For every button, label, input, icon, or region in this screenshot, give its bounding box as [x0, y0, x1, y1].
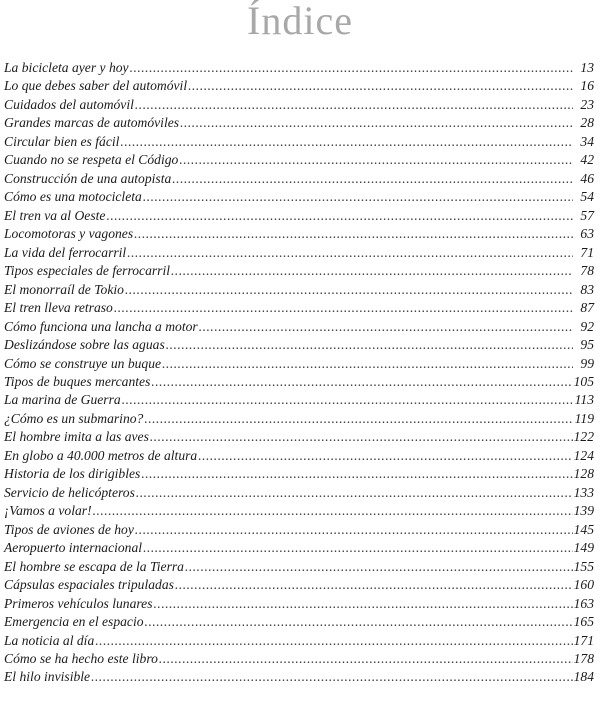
toc-entry-page-number: 128 — [573, 466, 594, 482]
dot-leader — [141, 465, 572, 483]
toc-entry-page-number: 155 — [573, 558, 594, 574]
dot-leader — [150, 428, 573, 446]
dot-leader — [180, 114, 573, 132]
dot-leader — [106, 207, 573, 225]
toc-entry-title: Tipos especiales de ferrocarril — [4, 263, 171, 279]
dot-leader — [199, 318, 573, 336]
toc-entry — [4, 539, 594, 557]
toc-entry — [4, 484, 594, 502]
toc-entry-page-number: 184 — [573, 669, 594, 685]
toc-entry-title: La vida del ferrocarril — [4, 244, 127, 260]
toc-entry — [4, 391, 594, 409]
toc-entry — [4, 558, 594, 576]
toc-entry — [4, 281, 594, 299]
toc-entry-page-number: 54 — [580, 189, 594, 205]
toc-entry-title: Cuidados del automóvil — [4, 96, 134, 112]
toc-entry-title: Lo que debes saber del automóvil — [4, 78, 188, 94]
toc-entry-title: El hilo invisible — [4, 669, 91, 685]
toc-entry — [4, 299, 594, 317]
toc-entry-title: El hombre imita a las aves — [4, 429, 149, 445]
toc-entry — [4, 632, 594, 650]
toc-entry-title: ¿Cómo es un submarino? — [4, 410, 144, 426]
toc-entry-title: Tipos de aviones de hoy — [4, 521, 134, 537]
toc-entry-title: Emergencia en el espacio — [4, 614, 144, 630]
toc-entry-title: Deslizándose sobre las aguas — [4, 337, 165, 353]
toc-entry-page-number: 160 — [573, 577, 594, 593]
toc-entry-page-number: 92 — [580, 318, 594, 334]
toc-entry-title: En globo a 40.000 metros de altura — [4, 447, 198, 463]
toc-entry — [4, 447, 594, 465]
toc-entry — [4, 668, 594, 686]
toc-entry — [4, 262, 594, 280]
toc-entry — [4, 502, 594, 520]
toc-entry-title: El tren va al Oeste — [4, 207, 106, 223]
toc-entry-page-number: 23 — [580, 96, 594, 112]
toc-entry-title: La marina de Guerra — [4, 392, 121, 408]
toc-entry — [4, 151, 594, 169]
toc-entry-page-number: 99 — [580, 355, 594, 371]
dot-leader — [127, 244, 573, 262]
dot-leader — [144, 410, 573, 428]
toc-entry-page-number: 63 — [580, 226, 594, 242]
toc-entry-page-number: 87 — [580, 300, 594, 316]
toc-entry-page-number: 113 — [574, 392, 594, 408]
toc-entry — [4, 465, 594, 483]
toc-entry-page-number: 133 — [573, 484, 594, 500]
toc-entry-page-number: 16 — [580, 78, 594, 94]
toc-entry — [4, 114, 594, 132]
dot-leader — [95, 632, 572, 650]
toc-entry — [4, 521, 594, 539]
dot-leader — [145, 613, 573, 631]
toc-entry — [4, 207, 594, 225]
dot-leader — [120, 133, 573, 151]
toc-entry-page-number: 171 — [573, 632, 594, 648]
toc-entry-page-number: 78 — [580, 263, 594, 279]
toc-entry-page-number: 178 — [573, 651, 594, 666]
dot-leader — [125, 281, 573, 299]
toc-entry-title: El tren lleva retraso — [4, 300, 113, 316]
dot-leader — [166, 336, 573, 354]
toc-entry-title: La bicicleta ayer y hoy — [4, 60, 129, 75]
toc-entry — [4, 576, 594, 594]
dot-leader — [93, 502, 573, 520]
toc-entry-title: Cuando no se respeta el Código — [4, 152, 179, 168]
toc-entry-title: Cómo se construye un buque — [4, 355, 162, 371]
dot-leader — [162, 355, 573, 373]
toc-entry-title: Locomotoras y vagones — [4, 226, 134, 242]
dot-leader — [175, 576, 573, 594]
toc-entry-title: Grandes marcas de automóviles — [4, 115, 180, 131]
toc-entry-title: Cápsulas espaciales tripuladas — [4, 577, 174, 593]
toc-entry-page-number: 105 — [573, 373, 594, 389]
toc-entry — [4, 373, 594, 391]
toc-entry-title: Cómo funciona una lancha a motor — [4, 318, 198, 334]
toc-entry — [4, 96, 594, 114]
dot-leader — [122, 391, 573, 409]
toc-entry-page-number: 95 — [580, 337, 594, 353]
dot-leader — [91, 668, 573, 686]
toc-entry-page-number: 139 — [573, 503, 594, 519]
toc-entry — [4, 595, 594, 613]
toc-entry-page-number: 149 — [573, 540, 594, 556]
dot-leader — [143, 539, 573, 557]
toc-entry — [4, 59, 594, 77]
toc-entry-title: Cómo es una motocicleta — [4, 189, 142, 205]
dot-leader — [198, 447, 572, 465]
toc-entry — [4, 225, 594, 243]
toc-entry — [4, 650, 594, 668]
toc-entry-title: Servicio de helicópteros — [4, 484, 135, 500]
toc-entry-page-number: 165 — [573, 614, 594, 630]
dot-leader — [114, 299, 573, 317]
toc-entry-title: Construcción de una autopista — [4, 170, 172, 186]
toc-entry-page-number: 34 — [580, 133, 594, 149]
toc-entry-page-number: 42 — [580, 152, 594, 168]
toc-entry-title: Tipos de buques mercantes — [4, 373, 151, 389]
toc-entry-title: Primeros vehículos lunares — [4, 595, 153, 611]
dot-leader — [135, 521, 573, 539]
toc-entry-page-number: 13 — [580, 60, 594, 75]
toc-entry-page-number: 145 — [573, 521, 594, 537]
toc-entry-page-number: 46 — [580, 170, 594, 186]
toc-entry — [4, 410, 594, 428]
toc-entry-page-number: 57 — [580, 207, 594, 223]
dot-leader — [136, 484, 573, 502]
toc-entry-title: La noticia al día — [4, 632, 95, 648]
dot-leader — [135, 96, 573, 114]
toc-entry — [4, 170, 594, 188]
dot-leader — [143, 188, 573, 206]
toc-entry — [4, 77, 594, 95]
toc-entry — [4, 244, 594, 262]
toc-entry-page-number: 71 — [580, 244, 594, 260]
page-title: Índice — [247, 0, 353, 43]
toc-entry-title: Aeropuerto internacional — [4, 540, 143, 556]
dot-leader — [179, 151, 573, 169]
dot-leader — [151, 373, 572, 391]
toc-entry-page-number: 119 — [574, 410, 594, 426]
toc-entry — [4, 133, 594, 151]
toc-entry-title: Circular bien es fácil — [4, 133, 120, 149]
dot-leader — [171, 262, 573, 280]
toc-entry — [4, 188, 594, 206]
toc-entry-page-number: 122 — [573, 429, 594, 445]
dot-leader — [188, 77, 573, 95]
toc-entry-page-number: 124 — [573, 447, 594, 463]
toc-entry — [4, 318, 594, 336]
toc-entry — [4, 428, 594, 446]
toc-entry — [4, 613, 594, 631]
dot-leader — [130, 59, 573, 77]
toc-entry-page-number: 83 — [580, 281, 594, 297]
dot-leader — [159, 650, 573, 668]
table-of-contents — [4, 59, 594, 687]
toc-entry-page-number: 28 — [580, 115, 594, 131]
dot-leader — [134, 225, 573, 243]
toc-entry-title: El hombre se escapa de la Tierra — [4, 558, 184, 574]
toc-entry — [4, 355, 594, 373]
dot-leader — [185, 558, 573, 576]
toc-entry-title: El monorraíl de Tokio — [4, 281, 124, 297]
dot-leader — [154, 595, 573, 613]
dot-leader — [172, 170, 573, 188]
toc-entry-title: ¡Vamos a volar! — [4, 503, 92, 519]
toc-entry-title: Cómo se ha hecho este libro — [4, 651, 158, 666]
toc-entry — [4, 336, 594, 354]
toc-entry-title: Historia de los dirigibles — [4, 466, 141, 482]
toc-entry-page-number: 163 — [573, 595, 594, 611]
